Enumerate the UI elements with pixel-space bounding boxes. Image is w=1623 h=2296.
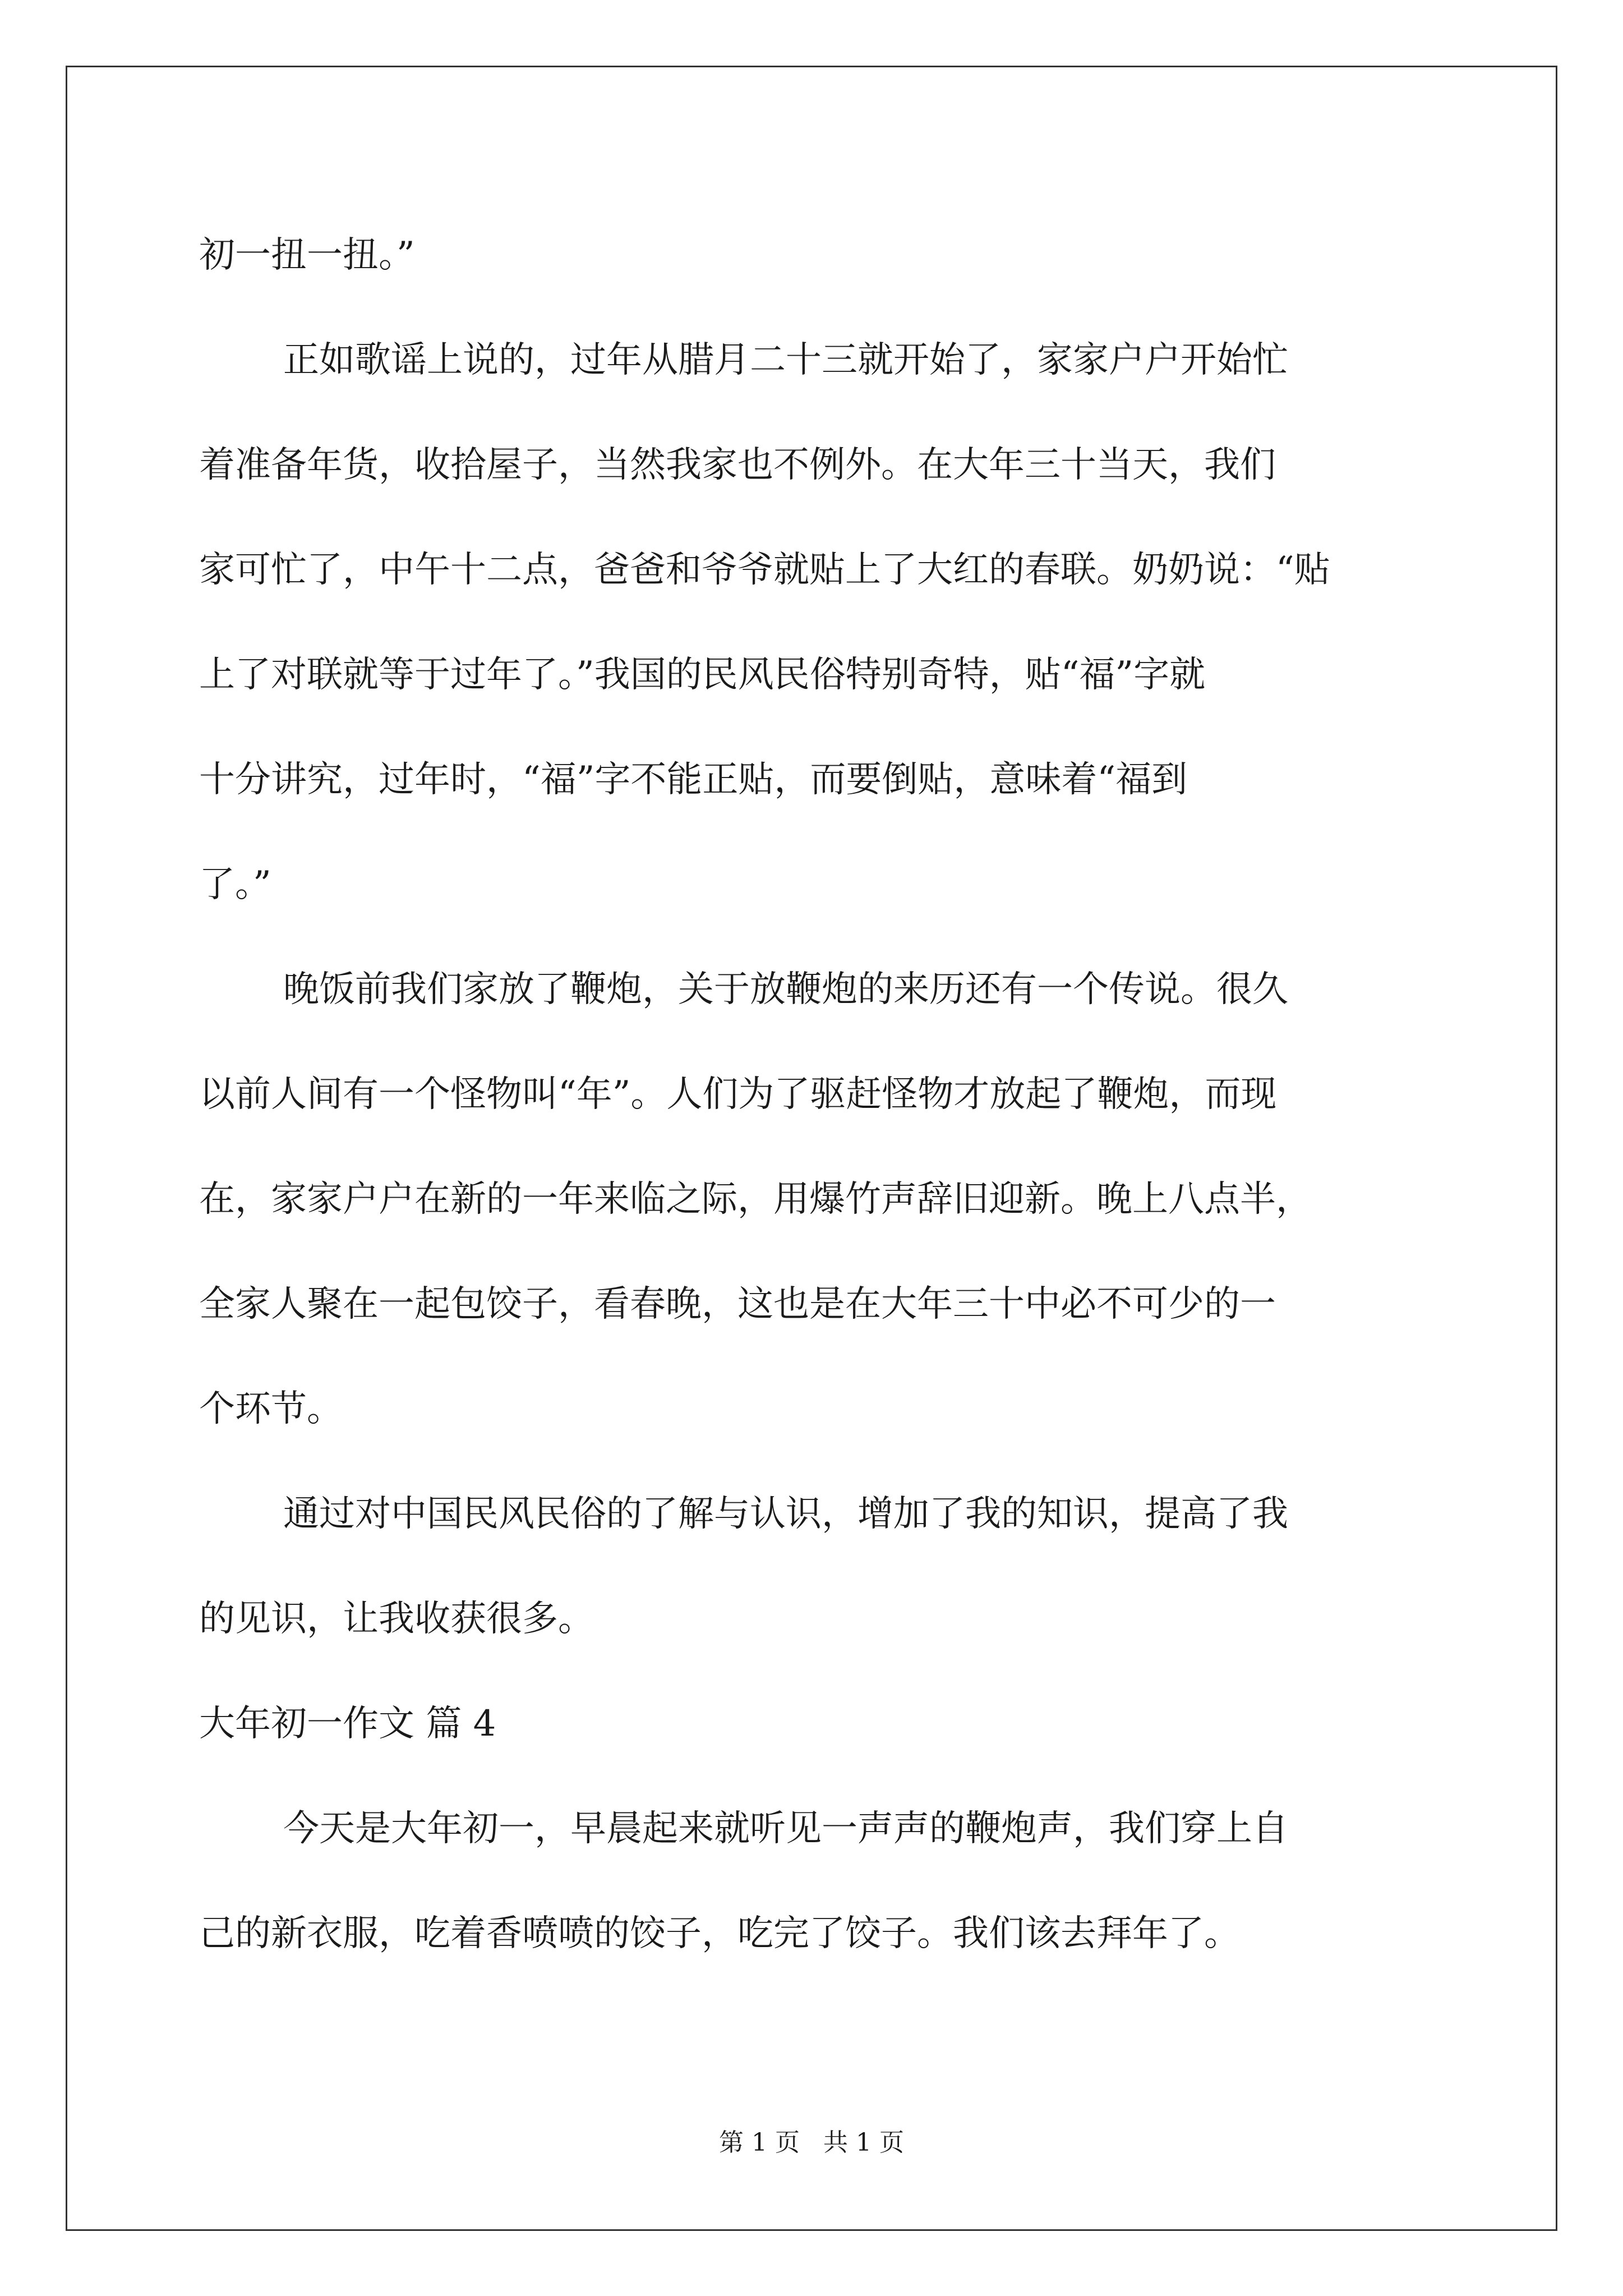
- section-heading: 大年初一作文 篇 4: [199, 1703, 496, 1745]
- paragraph-start-line: 今天是大年初一，早晨起来就听见一声声的鞭炮声，我们穿上自: [283, 1808, 1288, 1849]
- text-line: 以前人间有一个怪物叫“年”。人们为了驱赶怪物才放起了鞭炮，而现: [199, 1074, 1277, 1115]
- text-line: 全家人聚在一起包饺子，看春晚，这也是在大年三十中必不可少的一: [199, 1283, 1276, 1325]
- paragraph-start-line: 晚饭前我们家放了鞭炮，关于放鞭炮的来历还有一个传说。很久: [283, 969, 1288, 1010]
- text-line: 上了对联就等于过年了。”我国的民风民俗特别奇特，贴“福”字就: [199, 654, 1206, 696]
- text-line: 了。”: [199, 864, 271, 905]
- text-line: 个环节。: [199, 1388, 343, 1430]
- document-body: [199, 203, 1441, 1986]
- paragraph-start-line: 正如歌谣上说的，过年从腊月二十三就开始了，家家户户开始忙: [283, 339, 1288, 381]
- page-footer: 第 1 页 共 1 页: [719, 2128, 904, 2157]
- text-line: 的见识，让我收获很多。: [199, 1598, 594, 1640]
- paragraph-start-line: 通过对中国民风民俗的了解与认识，增加了我的知识，提高了我: [283, 1493, 1288, 1535]
- text-line: 十分讲究，过年时，“福”字不能正贴，而要倒贴，意味着“福到: [199, 759, 1188, 800]
- text-line: 初一扭一扭。”: [199, 234, 415, 276]
- text-line: 己的新衣服，吃着香喷喷的饺子，吃完了饺子。我们该去拜年了。: [199, 1913, 1240, 1954]
- text-line: 着准备年货，收拾屋子，当然我家也不例外。在大年三十当天，我们: [199, 444, 1276, 486]
- text-line: 在，家家户户在新的一年来临之际，用爆竹声辞旧迎新。晚上八点半，: [199, 1179, 1312, 1220]
- text-line: 家可忙了，中午十二点，爸爸和爷爷就贴上了大红的春联。奶奶说：“贴: [199, 549, 1330, 591]
